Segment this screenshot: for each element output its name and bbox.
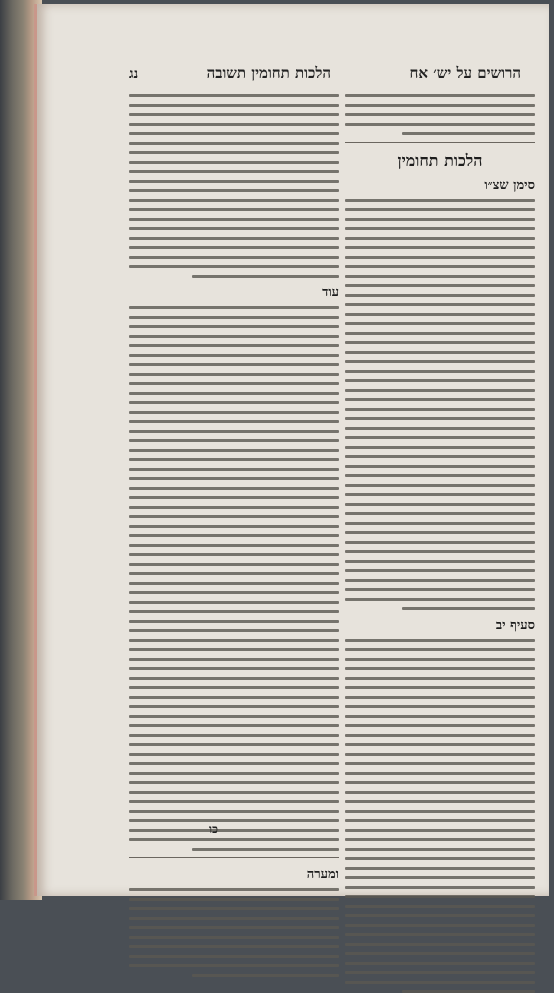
text-line bbox=[129, 506, 339, 509]
text-line bbox=[129, 810, 339, 813]
text-line bbox=[129, 363, 339, 366]
text-line bbox=[129, 601, 339, 604]
text-line bbox=[129, 496, 339, 499]
text-line bbox=[129, 772, 339, 775]
text-line bbox=[129, 534, 339, 537]
text-line bbox=[345, 465, 535, 468]
lower-section-marker: ומערה bbox=[306, 867, 339, 882]
text-line bbox=[129, 458, 339, 461]
text-line bbox=[345, 962, 535, 965]
text-line bbox=[129, 955, 339, 958]
text-line bbox=[345, 876, 535, 879]
text-line bbox=[129, 256, 339, 259]
text-line bbox=[345, 819, 535, 822]
section-title: הלכות תחומין bbox=[397, 150, 483, 170]
text-line bbox=[129, 753, 339, 756]
text-line bbox=[129, 170, 339, 173]
text-line bbox=[345, 598, 535, 601]
text-line bbox=[402, 607, 535, 610]
text-line bbox=[345, 113, 535, 116]
text-line bbox=[129, 964, 339, 967]
text-line bbox=[129, 449, 339, 452]
text-line bbox=[345, 484, 535, 487]
text-line bbox=[129, 781, 339, 784]
text-line bbox=[345, 762, 535, 765]
text-line bbox=[129, 382, 339, 385]
text-line bbox=[129, 123, 339, 126]
text-line bbox=[129, 544, 339, 547]
text-line bbox=[345, 313, 535, 316]
text-line bbox=[129, 639, 339, 642]
text-line bbox=[345, 943, 535, 946]
text-line bbox=[129, 743, 339, 746]
text-line bbox=[129, 420, 339, 423]
text-line bbox=[345, 705, 535, 708]
text-line bbox=[345, 427, 535, 430]
text-line bbox=[345, 550, 535, 553]
text-line bbox=[345, 94, 535, 97]
text-line bbox=[129, 468, 339, 471]
page-header-right: הרושים על יש׳ אח bbox=[409, 64, 521, 82]
text-line bbox=[129, 189, 339, 192]
section-divider bbox=[345, 142, 535, 143]
text-line bbox=[345, 867, 535, 870]
text-line bbox=[345, 503, 535, 506]
text-line bbox=[129, 344, 339, 347]
text-line bbox=[345, 658, 535, 661]
text-line bbox=[129, 926, 339, 929]
text-line bbox=[345, 341, 535, 344]
text-line bbox=[345, 781, 535, 784]
text-line bbox=[129, 898, 339, 901]
text-line bbox=[129, 686, 339, 689]
text-line bbox=[129, 411, 339, 414]
text-line bbox=[192, 848, 339, 851]
text-line bbox=[345, 829, 535, 832]
text-line bbox=[345, 370, 535, 373]
text-line bbox=[345, 104, 535, 107]
text-line bbox=[345, 284, 535, 287]
text-line bbox=[345, 791, 535, 794]
text-line bbox=[129, 734, 339, 737]
text-line bbox=[345, 389, 535, 392]
text-line bbox=[402, 132, 535, 135]
text-line bbox=[345, 569, 535, 572]
text-line bbox=[192, 275, 339, 278]
text-line bbox=[129, 316, 339, 319]
text-line bbox=[345, 303, 535, 306]
text-line bbox=[345, 522, 535, 525]
text-line bbox=[345, 199, 535, 202]
leaf-number: נג bbox=[129, 66, 139, 82]
text-line bbox=[345, 208, 535, 211]
text-line bbox=[129, 658, 339, 661]
text-line bbox=[345, 753, 535, 756]
text-line bbox=[129, 199, 339, 202]
text-line bbox=[345, 734, 535, 737]
text-line bbox=[345, 332, 535, 335]
text-line bbox=[345, 838, 535, 841]
text-line bbox=[345, 360, 535, 363]
text-line bbox=[129, 227, 339, 230]
text-line bbox=[345, 667, 535, 670]
text-line bbox=[129, 819, 339, 822]
text-line bbox=[129, 582, 339, 585]
text-line bbox=[129, 208, 339, 211]
text-line bbox=[129, 936, 339, 939]
paragraph-marker: עוד bbox=[322, 285, 339, 300]
siman-label: סימן שצ״ו bbox=[484, 177, 535, 193]
text-line bbox=[345, 417, 535, 420]
text-line bbox=[345, 322, 535, 325]
text-line bbox=[129, 306, 339, 309]
text-line bbox=[345, 724, 535, 727]
text-line bbox=[345, 648, 535, 651]
text-line bbox=[345, 265, 535, 268]
text-line bbox=[129, 335, 339, 338]
text-line bbox=[345, 886, 535, 889]
text-line bbox=[345, 531, 535, 534]
text-line bbox=[345, 588, 535, 591]
text-line bbox=[129, 401, 339, 404]
text-line bbox=[345, 677, 535, 680]
text-line bbox=[129, 629, 339, 632]
text-line bbox=[345, 952, 535, 955]
text-line bbox=[129, 553, 339, 556]
text-line bbox=[129, 218, 339, 221]
text-line bbox=[345, 914, 535, 917]
text-line bbox=[129, 610, 339, 613]
text-line bbox=[345, 512, 535, 515]
text-line bbox=[129, 94, 339, 97]
text-line bbox=[345, 455, 535, 458]
text-line bbox=[129, 161, 339, 164]
text-line bbox=[345, 933, 535, 936]
text-line bbox=[129, 791, 339, 794]
text-line bbox=[129, 677, 339, 680]
text-line bbox=[345, 237, 535, 240]
text-line bbox=[345, 686, 535, 689]
text-line bbox=[345, 123, 535, 126]
text-line bbox=[345, 446, 535, 449]
text-line bbox=[345, 639, 535, 642]
text-line bbox=[345, 541, 535, 544]
text-line bbox=[129, 487, 339, 490]
text-line bbox=[129, 237, 339, 240]
text-line bbox=[129, 696, 339, 699]
text-line bbox=[129, 907, 339, 910]
text-line bbox=[129, 142, 339, 145]
text-line bbox=[129, 838, 339, 841]
text-line bbox=[129, 563, 339, 566]
text-line bbox=[129, 439, 339, 442]
text-line bbox=[345, 810, 535, 813]
text-line bbox=[345, 743, 535, 746]
text-line bbox=[345, 971, 535, 974]
text-line bbox=[129, 430, 339, 433]
text-line bbox=[345, 981, 535, 984]
text-line bbox=[129, 113, 339, 116]
text-line bbox=[345, 256, 535, 259]
text-line bbox=[129, 724, 339, 727]
text-line bbox=[345, 895, 535, 898]
text-line bbox=[192, 974, 339, 977]
text-line bbox=[129, 265, 339, 268]
text-line bbox=[129, 104, 339, 107]
seif-label: סעיף יב bbox=[495, 617, 535, 633]
text-line bbox=[129, 800, 339, 803]
text-line bbox=[345, 351, 535, 354]
text-line bbox=[129, 515, 339, 518]
text-line bbox=[129, 151, 339, 154]
text-line bbox=[129, 180, 339, 183]
text-line bbox=[129, 325, 339, 328]
text-line bbox=[345, 408, 535, 411]
text-line bbox=[345, 800, 535, 803]
text-line bbox=[129, 648, 339, 651]
text-line bbox=[345, 218, 535, 221]
text-line bbox=[345, 715, 535, 718]
text-line bbox=[129, 829, 339, 832]
text-line bbox=[129, 392, 339, 395]
text-line bbox=[129, 525, 339, 528]
text-line bbox=[129, 477, 339, 480]
text-line bbox=[129, 917, 339, 920]
text-line bbox=[129, 715, 339, 718]
page-footer-signature: כו bbox=[209, 822, 218, 836]
text-line bbox=[129, 591, 339, 594]
text-line bbox=[129, 246, 339, 249]
text-line bbox=[129, 705, 339, 708]
text-line bbox=[345, 379, 535, 382]
text-line bbox=[129, 373, 339, 376]
text-line bbox=[345, 924, 535, 927]
text-line bbox=[345, 474, 535, 477]
text-line bbox=[129, 354, 339, 357]
text-line bbox=[345, 560, 535, 563]
text-line bbox=[129, 945, 339, 948]
text-line bbox=[345, 848, 535, 851]
text-line bbox=[129, 132, 339, 135]
text-line bbox=[345, 246, 535, 249]
text-line bbox=[345, 493, 535, 496]
book-page bbox=[34, 4, 549, 896]
text-line bbox=[129, 667, 339, 670]
text-line bbox=[345, 579, 535, 582]
column-divider bbox=[129, 857, 339, 858]
text-line bbox=[345, 772, 535, 775]
text-line bbox=[129, 888, 339, 891]
text-line bbox=[345, 398, 535, 401]
text-line bbox=[345, 227, 535, 230]
text-line bbox=[345, 294, 535, 297]
text-line bbox=[345, 275, 535, 278]
text-line bbox=[345, 436, 535, 439]
text-line bbox=[345, 696, 535, 699]
text-line bbox=[345, 905, 535, 908]
text-line bbox=[129, 572, 339, 575]
right-text-column bbox=[345, 94, 535, 844]
page-header-left: הלכות תחומין תשובה bbox=[206, 64, 331, 82]
text-line bbox=[129, 762, 339, 765]
text-line bbox=[129, 620, 339, 623]
text-line bbox=[345, 857, 535, 860]
